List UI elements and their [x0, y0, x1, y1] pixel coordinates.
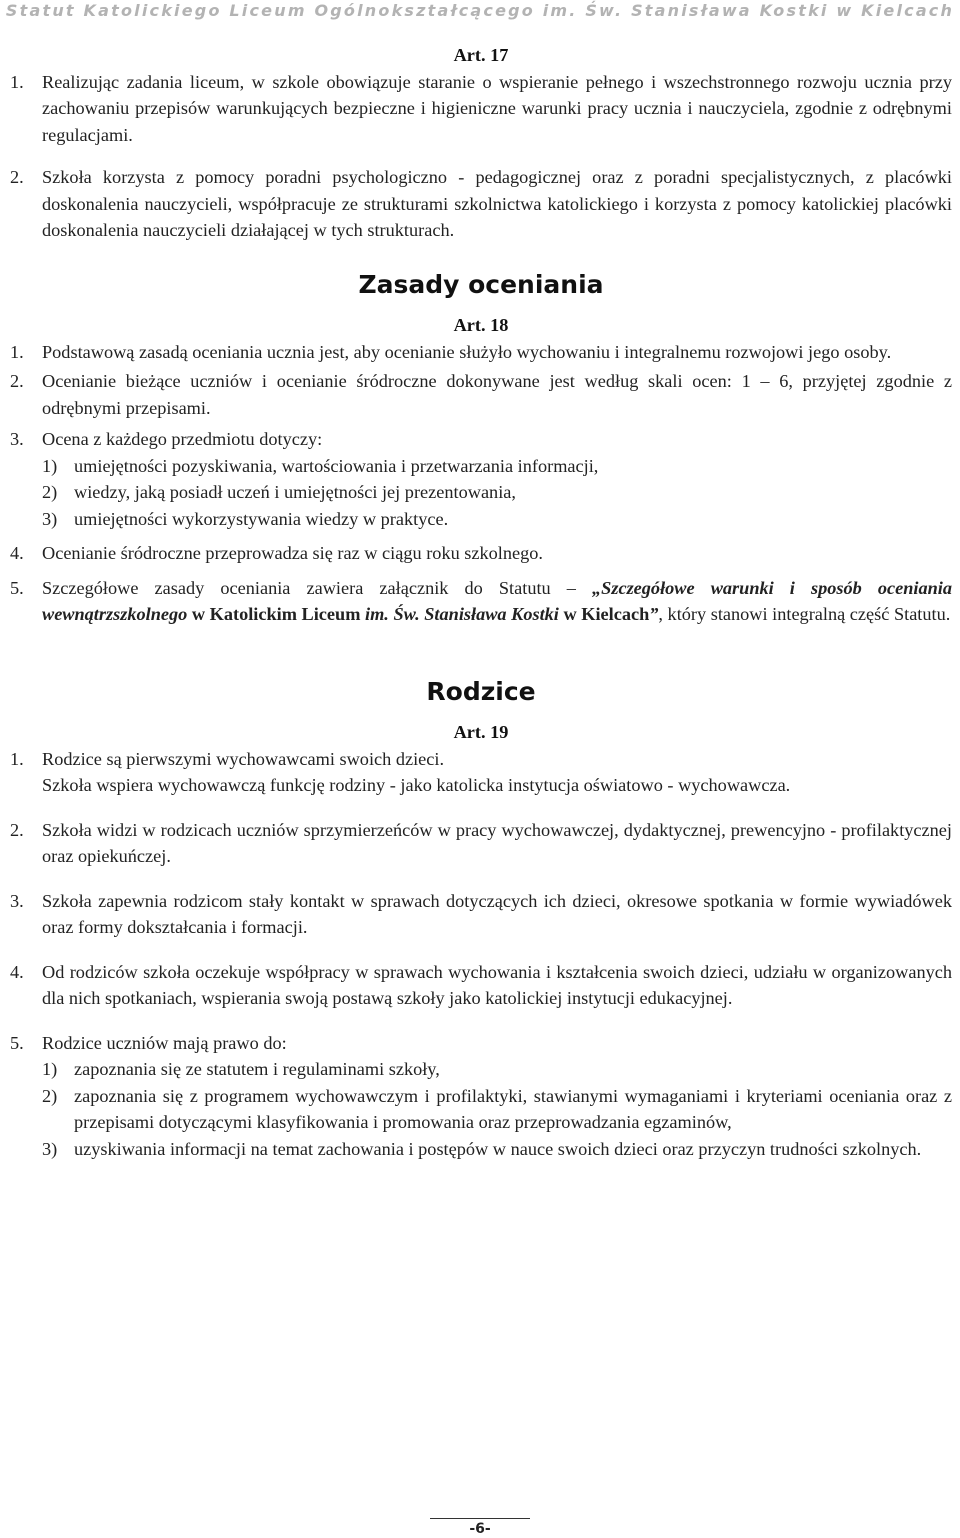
- art18-item-5: [10, 575, 952, 628]
- item-number: 5.: [10, 1032, 24, 1053]
- item-number: 2.: [10, 167, 24, 187]
- item-text: Szkoła widzi w rodzicach uczniów sprzymierzeńców w pracy wychowawczej, dydaktycznej, prewencyjno - profilaktycznej oraz opiekuńczej.: [42, 819, 952, 866]
- item-number: 1.: [10, 341, 24, 362]
- item-text: Ocenianie śródroczne przeprowadza się raz w ciągu roku szkolnego.: [42, 543, 543, 563]
- art19-item-3: [10, 888, 952, 941]
- art19-item-1: [10, 746, 952, 799]
- sub-item-number: 3): [42, 1138, 58, 1159]
- art17-item-1: [10, 69, 952, 149]
- annex-title: „Szczegółowe warunki i sposób oceniania wewnątrzszkolnego: [42, 577, 952, 624]
- art19-item-2: [10, 817, 952, 870]
- item5-post: , który stanowi integralną część Statutu.: [658, 604, 951, 624]
- item-number: 1.: [10, 71, 24, 92]
- annex-patron: im. Św. Stanisława Kostki: [365, 604, 559, 624]
- sub-item-text: umiejętności pozyskiwania, wartościowania i przetwarzania informacji,: [74, 455, 599, 476]
- item-text: Szkoła zapewnia rodzicom stały kontakt w sprawach dotyczących ich dzieci, okresowe spotkania w formie wywiadówek oraz formy dokształcania i formacji.: [42, 890, 952, 937]
- sub-item-number: 1): [42, 455, 58, 476]
- sub-item-text: uzyskiwania informacji na temat zachowania i postępów w nauce swoich dzieci oraz przyczyn trudności szkolnych.: [74, 1138, 922, 1159]
- item-number: 3.: [10, 890, 24, 911]
- item5-pre: Szczegółowe zasady oceniania zawiera załącznik do Statutu –: [42, 577, 593, 598]
- sub-item: [42, 1056, 952, 1083]
- item-number: 2.: [10, 371, 24, 391]
- sub-item-text: wiedzy, jaką posiadł uczeń i umiejętności jej prezentowania,: [74, 482, 516, 502]
- item-text: Ocenianie bieżące uczniów i ocenianie śródroczne dokonywane jest według skali ocen: 1 – 6, przyjętej zgodnie z odrębnymi przepisami.: [42, 371, 952, 418]
- document-body: [10, 42, 952, 1162]
- sub-item-number: 2): [42, 482, 58, 502]
- art18-item-4: [10, 540, 952, 567]
- item-number: 4.: [10, 961, 24, 982]
- sub-item: [42, 453, 952, 480]
- page-number: -6-: [469, 1521, 491, 1537]
- article-17-heading: Art. 17: [453, 45, 509, 65]
- sub-item-number: 1): [42, 1059, 58, 1079]
- annex-close-quote: ”: [649, 604, 659, 624]
- item-number: 1.: [10, 748, 24, 769]
- art17-item-2: [10, 164, 952, 244]
- item-text: Rodzice uczniów mają prawo do:: [42, 1032, 287, 1053]
- item-text: Podstawową zasadą oceniania ucznia jest, aby ocenianie służyło wychowaniu i integralnemu rozwojowi jego osoby.: [42, 341, 892, 362]
- sub-item-number: 3): [42, 508, 58, 529]
- sub-item-text: zapoznania się z programem wychowawczym i profilaktyki, stawianymi wymaganiami i kryteriami oceniania oraz z przepisami dotyczącymi klasyfikowania i promowania oraz przeprowadzania egzaminów,: [74, 1085, 952, 1132]
- art19-item-4: [10, 959, 952, 1012]
- sub-item-text: umiejętności wykorzystywania wiedzy w praktyce.: [74, 508, 449, 529]
- item-text-cont: Szkoła wspiera wychowawczą funkcję rodziny - jako katolicka instytucja oświatowo - wychowawcza.: [42, 775, 791, 795]
- section-heading-zasady: Zasady oceniania: [358, 269, 604, 299]
- art18-item-2: [10, 368, 952, 421]
- item-number: 5.: [10, 577, 24, 598]
- item-text: Rodzice są pierwszymi wychowawcami swoich dzieci.: [42, 748, 445, 769]
- item-text: Od rodziców szkoła oczekuje współpracy w sprawach wychowania i kształcenia swoich dzieci, udziału w organizowanych dla nich spotkaniach, wspierania swoją postawą szkoły jako katolickiej instytucji edukacyjnej.: [42, 961, 952, 1008]
- art19-item-5: [10, 1030, 952, 1163]
- sub-item: [42, 1136, 952, 1163]
- footer-rule: [430, 1518, 530, 1519]
- sub-item-text: zapoznania się ze statutem i regulaminami szkoły,: [74, 1059, 440, 1079]
- item-number: 4.: [10, 543, 24, 563]
- sub-item: [42, 1083, 952, 1136]
- sub-item: [42, 479, 952, 506]
- item-text: Szkoła korzysta z pomocy poradni psychologiczno - pedagogicznej oraz z poradni specjalistycznych, z placówki doskonalenia nauczycieli, współpracuje ze strukturami szkolnictwa katolickiego i korzysta z pomocy katolickiej placówki doskonalenia nauczycieli działającej w tych strukturach.: [42, 167, 952, 240]
- item-number: 3.: [10, 429, 24, 449]
- annex-mid-a: w Katolickim Liceum: [187, 604, 365, 624]
- art18-item-1: [10, 339, 952, 366]
- sub-item-number: 2): [42, 1085, 58, 1106]
- sub-item: [42, 506, 952, 533]
- annex-mid-b: w Kielcach: [558, 604, 650, 624]
- item-text: Realizując zadania liceum, w szkole obowiązuje staranie o wspieranie pełnego i wszechstronnego rozwoju ucznia przy zachowaniu przepisów warunkujących bezpieczne i higieniczne warunki pracy ucznia i nauczyciela, zgodnie z odrębnymi regulacjami.: [42, 71, 952, 145]
- item-text: Ocena z każdego przedmiotu dotyczy:: [42, 429, 323, 449]
- item-number: 2.: [10, 819, 24, 840]
- section-heading-rodzice: Rodzice: [426, 676, 536, 706]
- article-19-heading: Art. 19: [453, 722, 509, 742]
- running-header: Statut Katolickiego Liceum Ogólnokształcącego im. Św. Stanisława Kostki w Kielcach: [5, 1, 955, 20]
- art18-item-3: [10, 426, 952, 532]
- article-18-heading: Art. 18: [453, 315, 509, 335]
